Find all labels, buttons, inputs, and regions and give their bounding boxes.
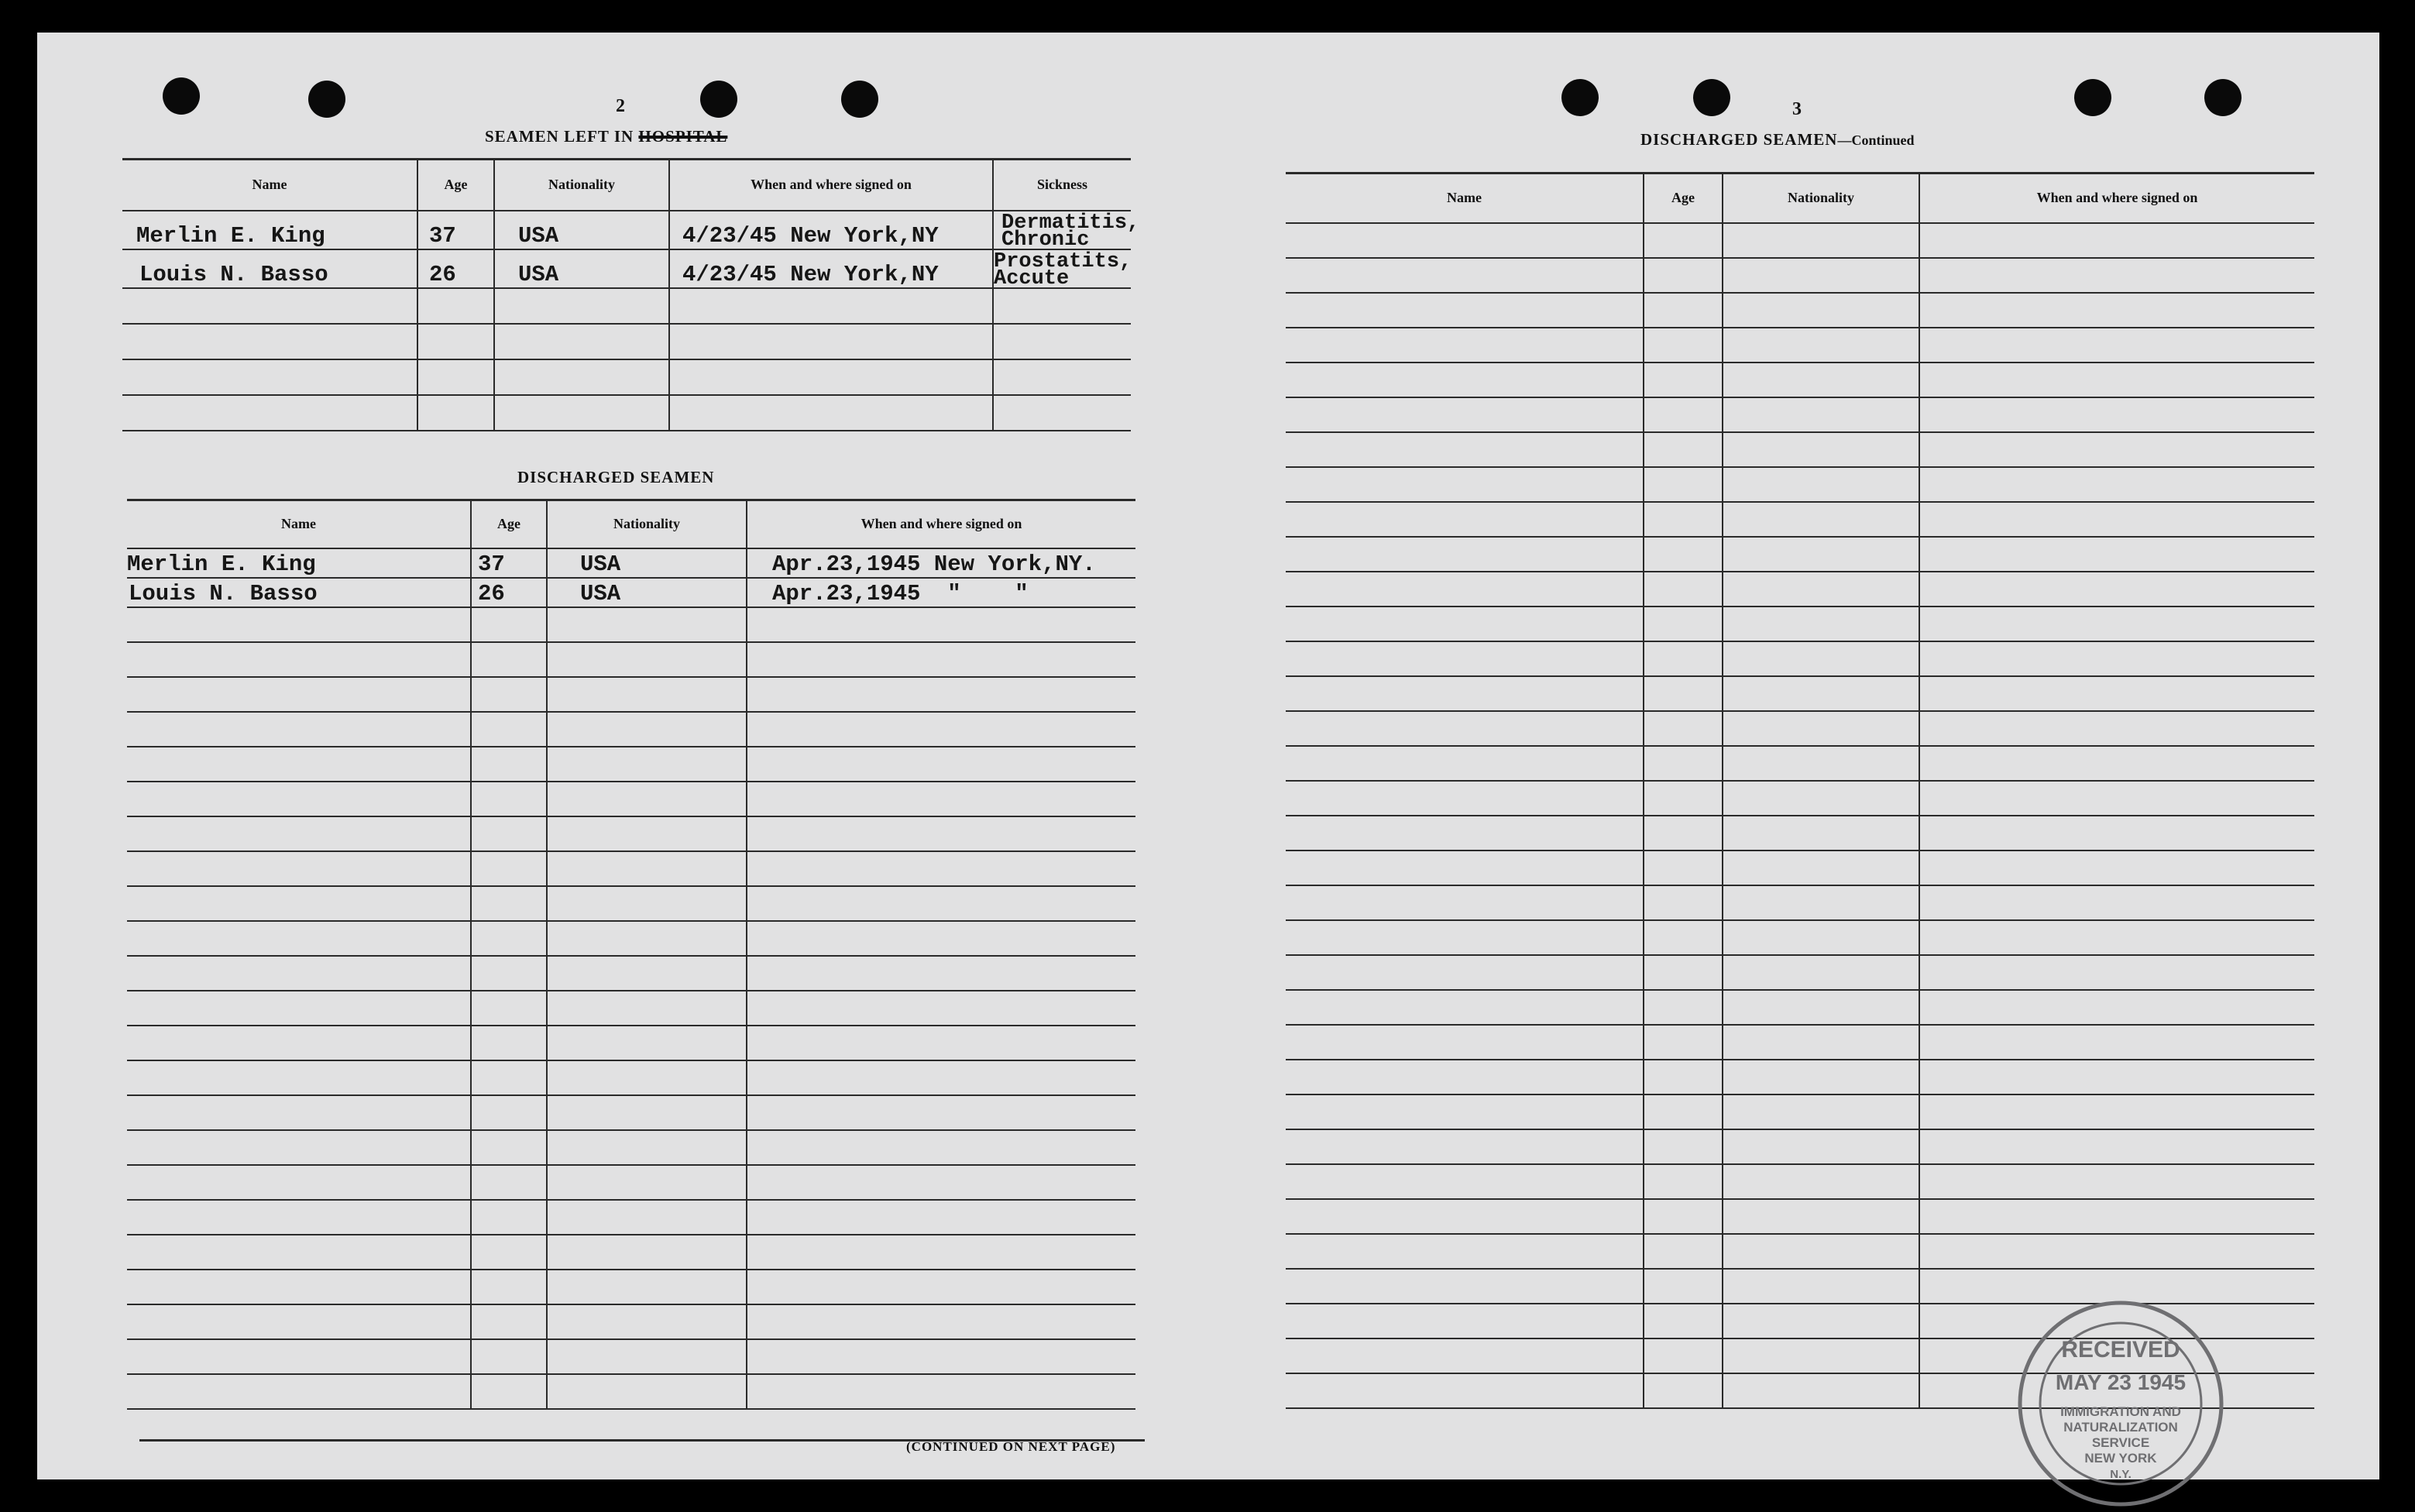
cell-sickness [993, 211, 1140, 252]
table-row [1286, 432, 2314, 467]
stamp-line-6: NEW YORK [2084, 1451, 2157, 1466]
col-header-age: Age [471, 500, 547, 548]
sickness-line: Chronic [1001, 228, 1090, 252]
stamp-line-3: IMMIGRATION AND [2060, 1404, 2181, 1419]
punch-hole [841, 81, 878, 118]
cell-signed-on: Apr.23,1945 New York,NY. [747, 548, 1135, 578]
table-row [1286, 955, 2314, 990]
table-row [1286, 1129, 2314, 1164]
table-row [127, 578, 1135, 607]
table-row [127, 1374, 1135, 1409]
table-row [1286, 1025, 2314, 1060]
col-header-nationality: Nationality [494, 160, 669, 211]
col-header-sickness: Sickness [993, 160, 1131, 211]
table-row [1286, 816, 2314, 850]
table-row [122, 359, 1131, 395]
col-header-signed-on: When and where signed on [669, 160, 993, 211]
table-row [1286, 328, 2314, 363]
punch-hole [700, 81, 737, 118]
table-row [127, 548, 1135, 578]
cell-sickness [993, 249, 1131, 288]
cell-nationality: USA [547, 578, 747, 607]
table-row [1286, 1060, 2314, 1094]
cell-signed-on: 4/23/45 New York,NY [669, 211, 993, 249]
sickness-line: Dermatitis, [1001, 211, 1140, 235]
section-title-discharged-continued [1640, 130, 1914, 149]
cell-name: Merlin E. King [127, 548, 471, 578]
section-title-suffix: —Continued [1837, 132, 1915, 148]
section-title-struck: HOSPITAL [638, 127, 728, 146]
table-row [1286, 293, 2314, 328]
table-row [122, 288, 1131, 324]
table-row [1286, 502, 2314, 537]
stamp-line-date: MAY 23 1945 [2055, 1370, 2187, 1394]
table-row [127, 1235, 1135, 1270]
col-header-nationality: Nationality [547, 500, 747, 548]
cell-age: 26 [417, 249, 494, 288]
sickness-line: Accute [994, 266, 1070, 290]
cell-nationality: USA [494, 249, 669, 288]
table-row [127, 1270, 1135, 1304]
table-row [1286, 885, 2314, 920]
table-row [127, 747, 1135, 782]
table-row [127, 1026, 1135, 1060]
table-row [127, 1060, 1135, 1095]
cell-nationality: USA [494, 211, 669, 249]
punch-hole [2074, 79, 2111, 116]
table-row [1286, 746, 2314, 781]
cell-name: Louis N. Basso [127, 578, 471, 607]
discharged-continued-table [1286, 172, 2314, 1409]
cell-signed-on: Apr.23,1945 " " [747, 578, 1135, 607]
table-row [1286, 467, 2314, 502]
discharged-table [127, 499, 1135, 1410]
table-row [1286, 1234, 2314, 1269]
table-row [1286, 1094, 2314, 1129]
table-row [1286, 850, 2314, 885]
table-row [1286, 641, 2314, 676]
col-header-name: Name [122, 160, 417, 211]
table-row [127, 991, 1135, 1026]
table-row [127, 886, 1135, 921]
table-row [1286, 537, 2314, 572]
table-row [1286, 223, 2314, 258]
cell-nationality: USA [547, 548, 747, 578]
table-row [127, 851, 1135, 886]
table-row [127, 1304, 1135, 1339]
table-row [1286, 572, 2314, 607]
table-row [127, 1130, 1135, 1165]
section-title-seamen-left [485, 127, 727, 146]
table-row [127, 782, 1135, 816]
table-row [1286, 363, 2314, 397]
punch-hole [308, 81, 345, 118]
table-row [122, 395, 1131, 431]
table-row [122, 324, 1131, 359]
cell-age: 26 [471, 578, 547, 607]
table-row [127, 1165, 1135, 1200]
continued-note: (CONTINUED ON NEXT PAGE) [906, 1439, 1116, 1454]
col-header-name: Name [1286, 174, 1644, 223]
page-number-right: 3 [1792, 99, 1802, 119]
col-header-signed-on: When and where signed on [1919, 174, 2314, 223]
table-row [122, 249, 1131, 288]
section-title-main: DISCHARGED SEAMEN [1640, 130, 1838, 149]
cell-age: 37 [417, 211, 494, 249]
table-row [127, 956, 1135, 991]
table-row [1286, 711, 2314, 746]
table-row [1286, 397, 2314, 432]
table-row [1286, 990, 2314, 1025]
punch-hole [1561, 79, 1599, 116]
table-row [127, 1200, 1135, 1235]
page-number-left: 2 [616, 96, 625, 116]
table-row [1286, 920, 2314, 955]
table-row [1286, 258, 2314, 293]
hospital-table [122, 158, 1140, 431]
table-row [127, 1339, 1135, 1374]
col-header-age: Age [1644, 174, 1723, 223]
document-sheet [37, 33, 2379, 1479]
punch-hole [1693, 79, 1730, 116]
punch-hole [163, 77, 200, 115]
stamp-line-5: SERVICE [2091, 1435, 2150, 1450]
table-row [1286, 676, 2314, 711]
cell-name: Louis N. Basso [122, 249, 417, 288]
table-row [127, 1095, 1135, 1130]
stamp-line-received: RECEIVED [2061, 1337, 2180, 1363]
cell-signed-on: 4/23/45 New York,NY [669, 249, 993, 288]
table-row [127, 816, 1135, 851]
col-header-name: Name [127, 500, 471, 548]
col-header-signed-on: When and where signed on [747, 500, 1135, 548]
received-stamp [1997, 1295, 2245, 1512]
section-title-discharged: DISCHARGED SEAMEN [517, 468, 715, 486]
table-row [127, 642, 1135, 677]
stamp-line-7: N.Y. [2110, 1468, 2132, 1481]
table-row [127, 712, 1135, 747]
punch-hole [2204, 79, 2242, 116]
stamp-line-4: NATURALIZATION [2063, 1420, 2178, 1435]
table-row [1286, 607, 2314, 641]
section-title-prefix: SEAMEN LEFT IN [485, 127, 634, 146]
cell-name: Merlin E. King [122, 211, 417, 249]
table-row [127, 607, 1135, 642]
table-row [127, 921, 1135, 956]
col-header-age: Age [417, 160, 494, 211]
table-row [1286, 1164, 2314, 1199]
sickness-line: Prostatits, [994, 249, 1132, 273]
cell-age: 37 [471, 548, 547, 578]
col-header-nationality: Nationality [1723, 174, 1919, 223]
table-row [127, 677, 1135, 712]
table-row [1286, 781, 2314, 816]
table-row [1286, 1199, 2314, 1234]
table-row [122, 211, 1131, 249]
